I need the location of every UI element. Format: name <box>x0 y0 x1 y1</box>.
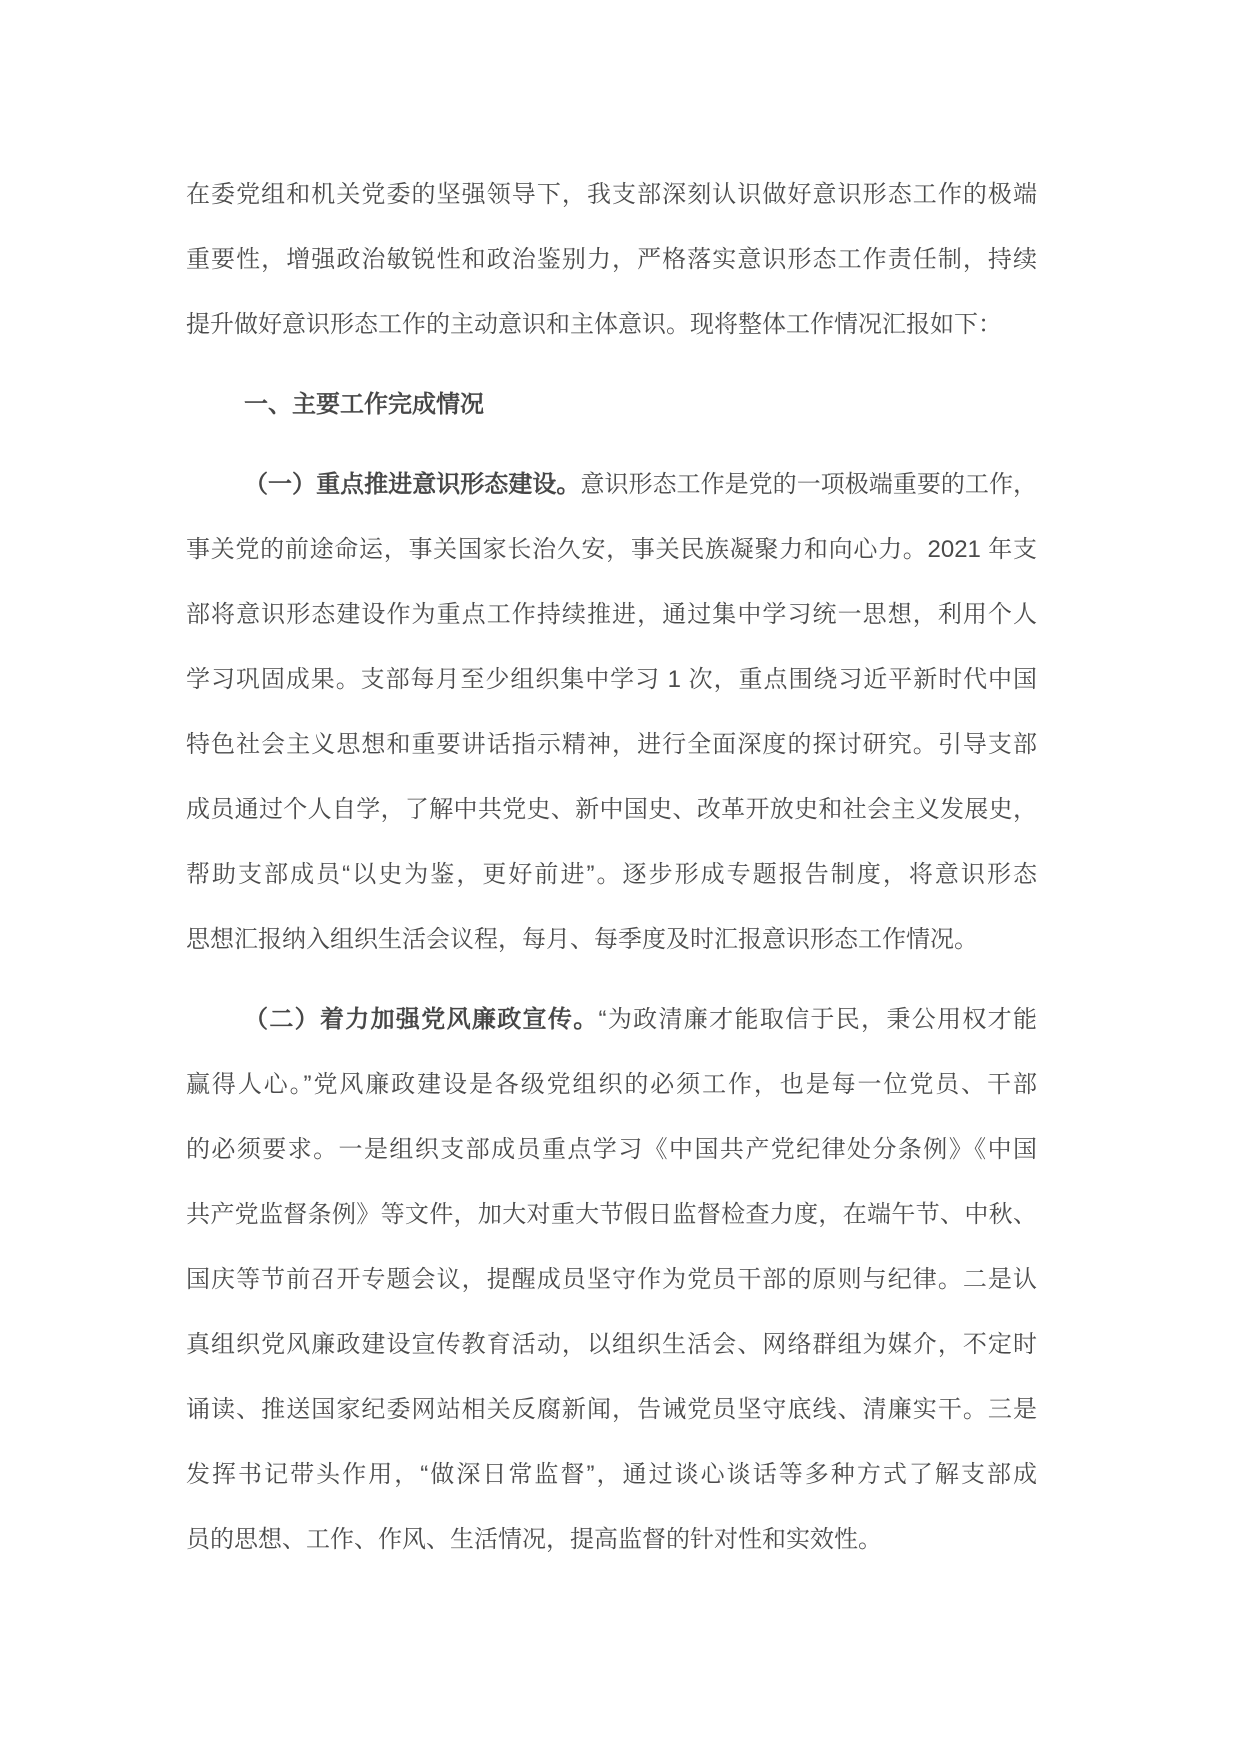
text-line: 赢得人心。”党风廉政建设是各级党组织的必须工作，也是每一位党员、干部 <box>186 1071 1037 1098</box>
text-line: （二）着力加强党风廉政宣传。“为政清廉才能取信于民，秉公用权才能 <box>244 1006 1037 1033</box>
text-line: 国庆等节前召开专题会议，提醒成员坚守作为党员干部的原则与纪律。二是认 <box>186 1266 1037 1293</box>
paragraph-lead-bold: （二）着力加强党风廉政宣传。 <box>244 1006 599 1033</box>
document-paragraph <box>186 987 1037 1572</box>
text-line: 特色社会主义思想和重要讲话指示精神，进行全面深度的探讨研究。引导支部 <box>186 731 1037 758</box>
text-line: 成员通过个人自学，了解中共党史、新中国史、改革开放史和社会主义发展史， <box>186 796 1037 823</box>
text-line: 发挥书记带头作用，“做深日常监督”，通过谈心谈话等多种方式了解支部成 <box>186 1461 1037 1488</box>
text-line: 的必须要求。一是组织支部成员重点学习《中国共产党纪律处分条例》《中国 <box>186 1136 1037 1163</box>
section-heading <box>186 372 1037 437</box>
document-paragraph <box>186 452 1037 972</box>
text-line: 帮助支部成员“以史为鉴，更好前进”。逐步形成专题报告制度，将意识形态 <box>186 861 1037 888</box>
text-line: 在委党组和机关党委的坚强领导下，我支部深刻认识做好意识形态工作的极端 <box>186 181 1037 208</box>
document-content <box>186 162 1037 1572</box>
text-line: 部将意识形态建设作为重点工作持续推进，通过集中学习统一思想，利用个人 <box>186 601 1037 628</box>
text-line: 思想汇报纳入组织生活会议程，每月、每季度及时汇报意识形态工作情况。 <box>186 926 978 953</box>
text-line: （一）重点推进意识形态建设。意识形态工作是党的一项极端重要的工作， <box>244 471 1037 498</box>
paragraph-lead-bold: （一）重点推进意识形态建设。 <box>244 471 581 498</box>
text-line: 提升做好意识形态工作的主动意识和主体意识。现将整体工作情况汇报如下： <box>186 311 1002 338</box>
text-line: 员的思想、工作、作风、生活情况，提高监督的针对性和实效性。 <box>186 1526 882 1553</box>
text-line: 真组织党风廉政建设宣传教育活动，以组织生活会、网络群组为媒介，不定时 <box>186 1331 1037 1358</box>
text-line: 诵读、推送国家纪委网站相关反腐新闻，告诫党员坚守底线、清廉实干。三是 <box>186 1396 1037 1423</box>
text-line: 一、主要工作完成情况 <box>244 391 484 418</box>
text-line: 事关党的前途命运，事关国家长治久安，事关民族凝聚力和向心力。2021 年支 <box>186 536 1037 563</box>
text-line: 学习巩固成果。支部每月至少组织集中学习 1 次，重点围绕习近平新时代中国 <box>186 666 1037 693</box>
text-line: 重要性，增强政治敏锐性和政治鉴别力，严格落实意识形态工作责任制，持续 <box>186 246 1037 273</box>
document-paragraph <box>186 162 1037 357</box>
text-line: 共产党监督条例》等文件，加大对重大节假日监督检查力度，在端午节、中秋、 <box>186 1201 1037 1228</box>
